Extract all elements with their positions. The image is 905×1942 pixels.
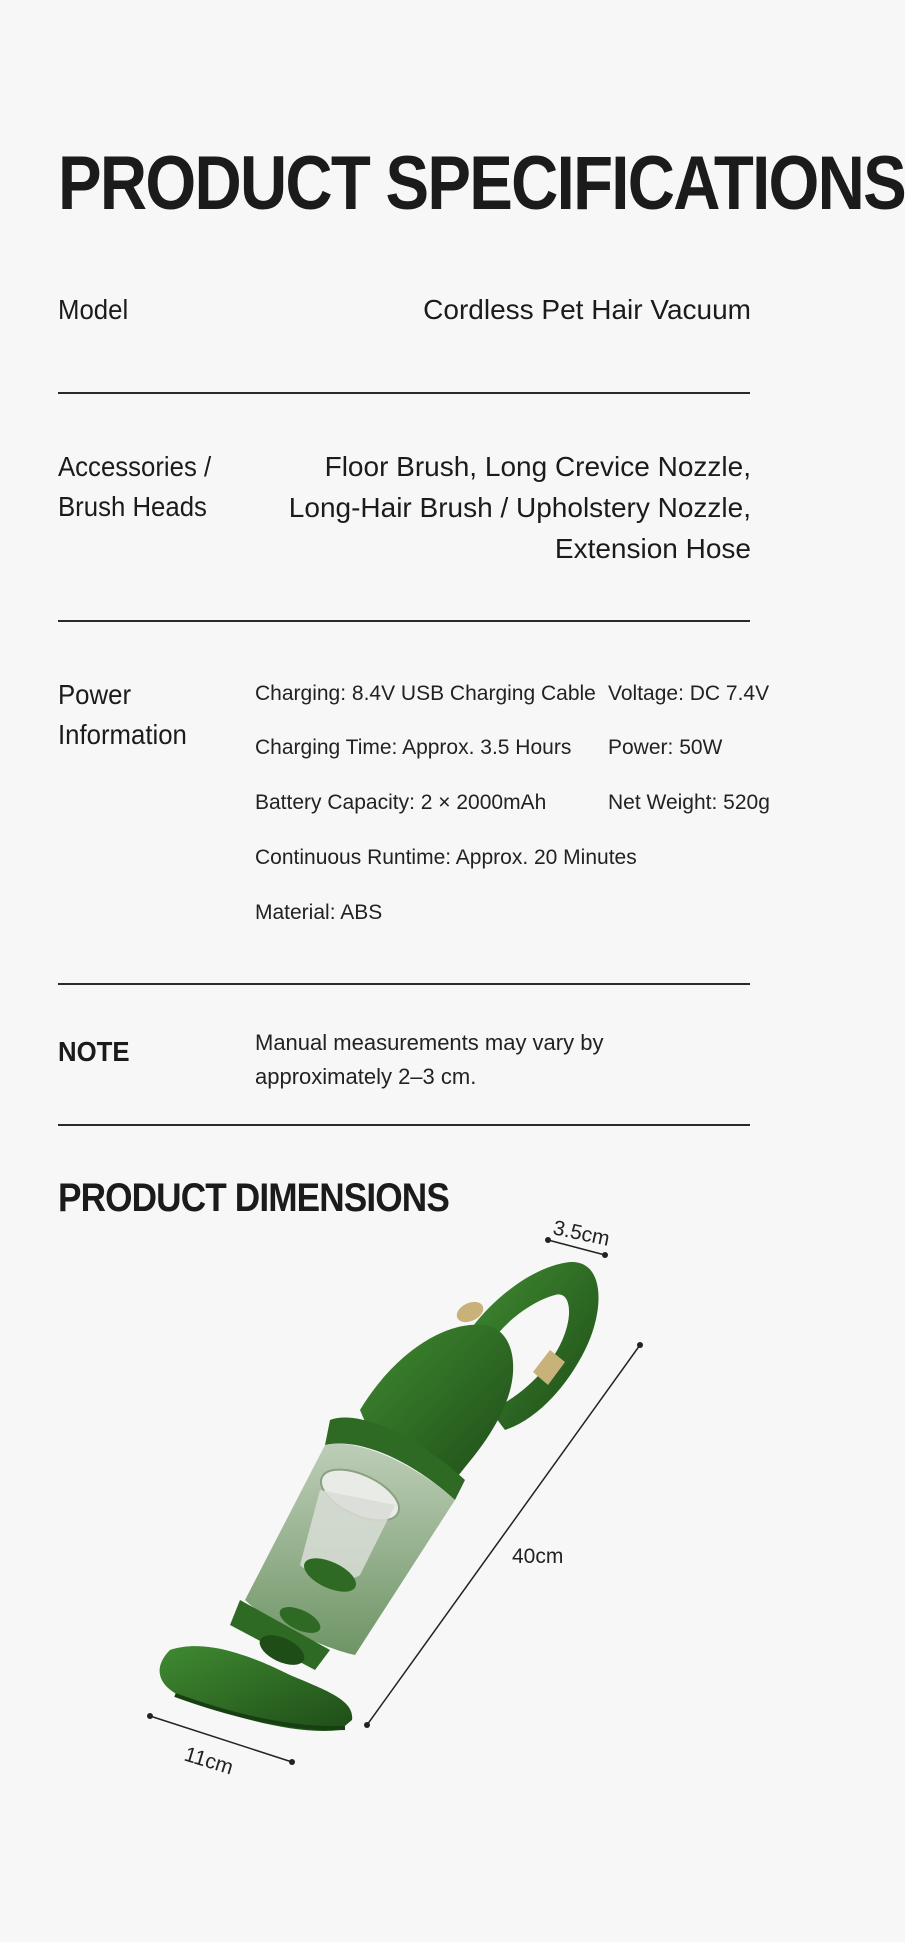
page-title: PRODUCT SPECIFICATIONS xyxy=(58,141,905,226)
vacuum-illustration xyxy=(0,1180,810,1780)
handle-width-dimension xyxy=(545,1216,612,1258)
spec-voltage: Voltage: DC 7.4V xyxy=(608,682,770,705)
length-label: 40cm xyxy=(512,1545,564,1568)
accessories-label-line-1: Accessories / xyxy=(58,451,212,482)
spec-net-weight: Net Weight: 520g xyxy=(608,791,770,814)
note-text xyxy=(255,1026,603,1094)
divider xyxy=(58,1124,750,1126)
spec-battery-capacity: Battery Capacity: 2 × 2000mAh xyxy=(255,791,547,814)
spec-power: Power: 50W xyxy=(608,736,723,759)
accessories-value-line-3: Extension Hose xyxy=(554,533,751,564)
handle-width-label: 3.5cm xyxy=(550,1216,612,1251)
power-label-line-1: Power xyxy=(58,679,132,710)
spec-runtime: Continuous Runtime: Approx. 20 Minutes xyxy=(255,846,637,869)
base-width-label: 11cm xyxy=(181,1742,236,1780)
accessories-label-line-2: Brush Heads xyxy=(58,491,207,522)
model-value: Cordless Pet Hair Vacuum xyxy=(423,294,751,325)
note-label: NOTE xyxy=(58,1036,130,1067)
dimensions-title: PRODUCT DIMENSIONS xyxy=(58,1176,449,1220)
divider xyxy=(58,983,750,985)
note-line-2: approximately 2–3 cm. xyxy=(255,1064,477,1089)
power-label-line-2: Information xyxy=(58,719,187,750)
accessories-value-line-1: Floor Brush, Long Crevice Nozzle, xyxy=(324,451,751,482)
note-line-1: Manual measurements may vary by xyxy=(255,1030,604,1055)
spec-charging-time: Charging Time: Approx. 3.5 Hours xyxy=(255,736,572,759)
accessories-value-line-2: Long-Hair Brush / Upholstery Nozzle, xyxy=(288,492,751,523)
spec-charging: Charging: 8.4V USB Charging Cable xyxy=(255,682,596,705)
vacuum-body xyxy=(160,1262,599,1731)
divider xyxy=(58,392,750,394)
model-label: Model xyxy=(58,294,129,325)
divider xyxy=(58,620,750,622)
spec-material: Material: ABS xyxy=(255,901,383,924)
